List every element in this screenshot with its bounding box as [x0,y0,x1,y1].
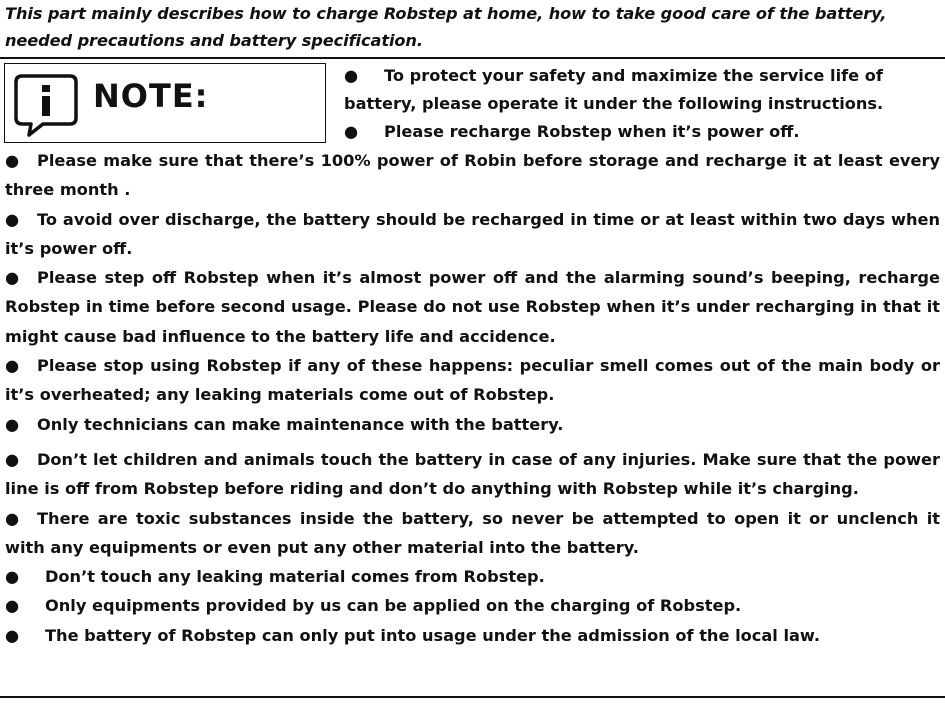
bullet-icon: ● [5,356,20,376]
bullet-icon: ● [5,625,20,645]
note-text [344,62,940,146]
bullet-icon: ● [5,567,20,587]
list-item: ● Don’t let children and animals touch the battery in case of any injuries. Make sure that the power line is off from Robstep before riding and don’t do anything with Robstep while it’s charging. [5,445,940,504]
intro-paragraph: This part mainly describes how to charge Robstep at home, how to take good care of the battery, needed precautions and battery specification. [5,4,887,50]
note-label: NOTE: [93,77,209,115]
note-box [4,63,326,143]
note-line: ● Please recharge Robstep when it’s power off. [344,118,940,146]
list-item: ● Please make sure that there’s 100% power of Robin before storage and recharge it at least every three month . [5,146,940,205]
precaution-list [5,146,940,650]
list-item: ● Only equipments provided by us can be applied on the charging of Robstep. [5,591,940,620]
bottom-rule [0,696,945,698]
note-line: ● To protect your safety and maximize the service life of [344,62,940,90]
bullet-icon: ● [5,151,20,170]
bullet-icon: ● [5,596,20,616]
bullet-icon: ● [5,209,20,229]
bullet-icon: ● [344,122,359,141]
list-item: ● Don’t touch any leaking material comes from Robstep. [5,562,940,591]
list-item: ● Please stop using Robstep if any of these happens: peculiar smell comes out of the main body or it’s overheated; any leaking materials come out of Robstep. [5,351,940,410]
bullet-icon: ● [5,268,20,288]
top-rule [0,57,945,59]
bullet-icon: ● [5,414,20,434]
note-line: battery, please operate it under the following instructions. [344,94,884,113]
list-item: ● Please step off Robstep when it’s almost power off and the alarming sound’s beeping, recharge Robstep in time before second usage. Please do not use Robstep when it’s under recharging in that it might cause bad influence to the battery life and accidence. [5,263,940,351]
bullet-icon: ● [344,66,359,85]
bullet-icon: ● [5,508,20,528]
list-item: ● The battery of Robstep can only put into usage under the admission of the local law. [5,621,940,650]
info-speech-bubble-icon [13,72,79,138]
list-item: ● To avoid over discharge, the battery should be recharged in time or at least within two days when it’s power off. [5,205,940,264]
list-item: ● Only technicians can make maintenance with the battery. [5,410,940,439]
list-item: ● There are toxic substances inside the battery, so never be attempted to open it or unclench it with any equipments or even put any other material into the battery. [5,504,940,563]
bullet-icon: ● [5,449,20,469]
